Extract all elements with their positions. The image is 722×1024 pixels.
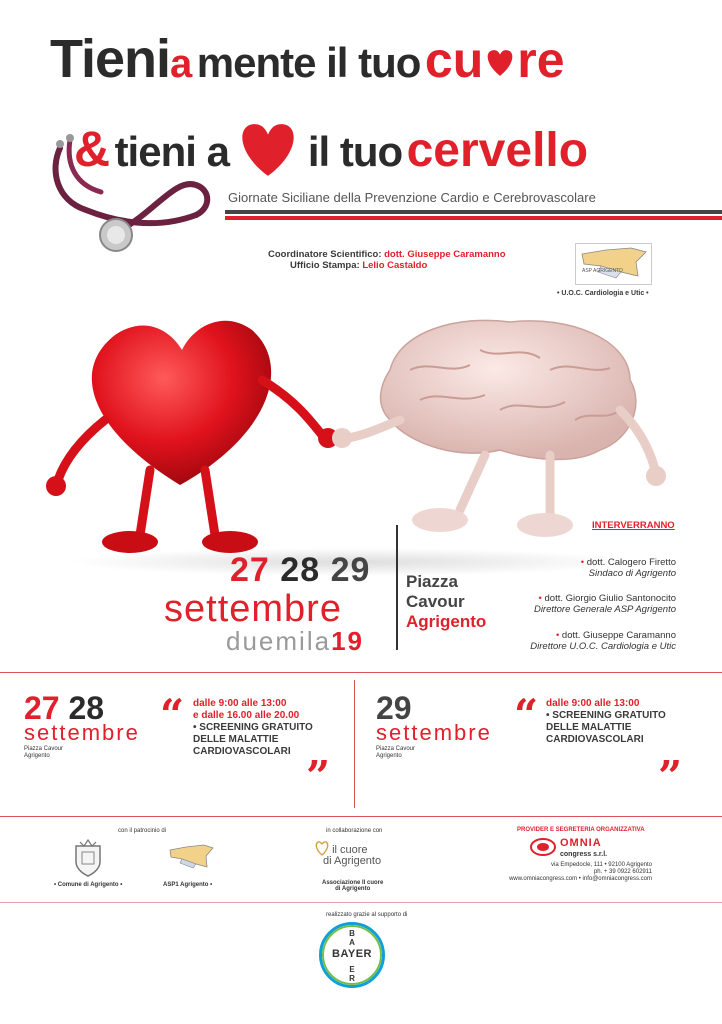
right-month: settembre — [376, 720, 492, 745]
day-27: 27 — [230, 551, 270, 589]
left-day-27: 27 — [24, 690, 60, 726]
left-time-2: e dalle 16.00 alle 20.00 — [193, 710, 300, 721]
year-text: duemila — [226, 626, 332, 656]
event-days — [230, 551, 370, 590]
patrocinio-label: con il patrocinio di — [118, 828, 167, 834]
event-place — [406, 572, 486, 632]
comune-label: • Comune di Agrigento • — [54, 882, 123, 888]
assoc-line-1: Associazione Il cuore — [322, 880, 384, 886]
schedule-top-line — [0, 672, 722, 673]
press-value: Lelio Castaldo — [362, 260, 428, 271]
sicily-map-icon — [576, 244, 651, 284]
collab-label: in collaborazione con — [326, 828, 383, 834]
right-screening-1: • SCREENING GRATUITO — [546, 710, 666, 721]
cuore-logo-b: di Agrigento — [323, 855, 382, 867]
heart-icon — [483, 45, 517, 79]
speaker-3: • dott. Giuseppe Caramanno Direttore U.O.C. Cardiologia e Utic — [530, 630, 676, 652]
omnia-logo — [560, 838, 607, 860]
speaker-1: • dott. Calogero Firetto Sindaco di Agrigento — [580, 557, 676, 579]
bayer-logo — [319, 922, 385, 988]
left-screening-2: DELLE MALATTIE — [193, 734, 279, 745]
cuore-agrigento-logo — [315, 840, 381, 867]
title-cuore-a: cu — [424, 32, 484, 88]
uoc-label: • U.O.C. Cardiologia e Utic • — [557, 290, 649, 297]
right-time-1: dalle 9:00 alle 13:00 — [546, 698, 640, 709]
big-heart-icon — [233, 116, 303, 178]
right-day-29: 29 — [376, 690, 412, 726]
support-label: realizzato grazie al supporto di — [326, 912, 408, 918]
speaker-name: dott. Giuseppe Caramanno — [561, 630, 676, 641]
event-year — [226, 626, 364, 657]
provider-label: PROVIDER E SEGRETERIA ORGANIZZATIVA — [517, 827, 645, 833]
right-place — [376, 746, 415, 760]
right-screening-3: CARDIOVASCOLARI — [546, 734, 644, 745]
title-tieni-a: tieni a — [114, 128, 229, 175]
place-1: Piazza — [406, 572, 458, 591]
year-num: 19 — [331, 626, 364, 656]
omnia-logo-icon — [530, 838, 556, 856]
event-month: settembre — [164, 588, 342, 630]
speaker-name: dott. Giorgio Giulio Santonocito — [544, 593, 676, 604]
speaker-2: • dott. Giorgio Giulio Santonocito Direttore Generale ASP Agrigento — [533, 593, 676, 615]
title-ampersand: & — [74, 121, 111, 177]
addr-1: via Empedocle, 111 • 92100 Agrigento — [551, 862, 652, 868]
bayer-horizontal: BAYER — [332, 948, 372, 960]
title-mente: mente il tuo — [196, 39, 421, 86]
left-close-quote: ” — [306, 752, 331, 801]
place-3: Agrigento — [406, 612, 487, 631]
right-open-quote: “ — [514, 690, 539, 739]
asp-map-icon — [166, 842, 216, 872]
left-open-quote: “ — [160, 690, 185, 739]
left-screening-1: • SCREENING GRATUITO — [193, 722, 313, 733]
cuore-logo-icon — [315, 840, 329, 856]
left-schedule — [193, 698, 313, 758]
omnia-name: OMNIA — [560, 837, 602, 849]
left-screening-3: CARDIOVASCOLARI — [193, 746, 291, 757]
schedule-bottom-line — [0, 816, 722, 817]
left-place-1: Piazza Cavour — [24, 746, 64, 752]
coordinator-label: Coordinatore Scientifico: — [268, 249, 382, 260]
day-29: 29 — [330, 551, 371, 589]
footer-divider — [0, 902, 722, 903]
speaker-role: Direttore U.O.C. Cardiologia e Utic — [530, 641, 676, 652]
left-day-28: 28 — [68, 690, 105, 726]
speaker-name: dott. Calogero Firetto — [586, 557, 676, 568]
right-screening-2: DELLE MALATTIE — [546, 722, 632, 733]
place-2: Cavour — [406, 592, 465, 611]
press-line — [290, 260, 427, 271]
assoc-line-2: di Agrigento — [335, 886, 371, 892]
assoc-label — [322, 880, 383, 892]
title-il-tuo: il tuo — [307, 128, 403, 175]
title-cuore-b: re — [517, 32, 565, 88]
title-line-1 — [50, 28, 565, 90]
rule-top-gray — [225, 210, 722, 214]
left-place-2: Agrigento — [24, 753, 50, 759]
coordinator-line — [268, 249, 506, 260]
title-a-red: a — [170, 42, 193, 86]
title-cervello: cervello — [406, 124, 589, 177]
left-time-1: dalle 9:00 alle 13:00 — [193, 698, 287, 709]
sicily-map-box — [575, 243, 652, 285]
left-place — [24, 746, 63, 760]
speaker-role: Direttore Generale ASP Agrigento — [533, 604, 676, 615]
speaker-role: Sindaco di Agrigento — [588, 568, 676, 579]
heart-brain-illustration — [30, 310, 670, 580]
map-label: ASP AGRIGENTO — [582, 268, 623, 274]
addr-2: ph. + 39 0922 602911 — [593, 869, 652, 875]
cuore-logo-a: il cuore — [332, 844, 368, 856]
speakers-heading: INTERVERRANNO — [592, 520, 675, 531]
title-tieni: Tieni — [50, 29, 171, 89]
right-place-2: Agrigento — [376, 753, 402, 759]
coordinator-value: dott. Giuseppe Caramanno — [384, 249, 506, 260]
right-close-quote: ” — [658, 752, 683, 801]
title-cuore — [425, 32, 565, 88]
bayer-vertical: B A E R — [349, 929, 355, 983]
right-place-1: Piazza Cavour — [376, 746, 416, 752]
day-28: 28 — [280, 551, 321, 589]
left-month: settembre — [24, 720, 140, 745]
rule-top-red — [225, 216, 722, 220]
right-schedule — [546, 698, 666, 746]
date-divider — [396, 525, 398, 650]
addr-3: www.omniacongress.com • info@omniacongress.com — [509, 876, 652, 882]
omnia-address — [502, 862, 652, 883]
subtitle: Giornate Siciliane della Prevenzione Cardio e Cerebrovascolare — [228, 190, 596, 205]
press-label: Ufficio Stampa: — [290, 260, 360, 271]
comune-crest-icon — [70, 838, 106, 878]
omnia-sub: congress s.r.l. — [560, 851, 608, 858]
schedule-divider — [354, 680, 355, 808]
asp-label: ASP1 Agrigento • — [163, 882, 213, 888]
stethoscope-icon — [46, 130, 216, 255]
